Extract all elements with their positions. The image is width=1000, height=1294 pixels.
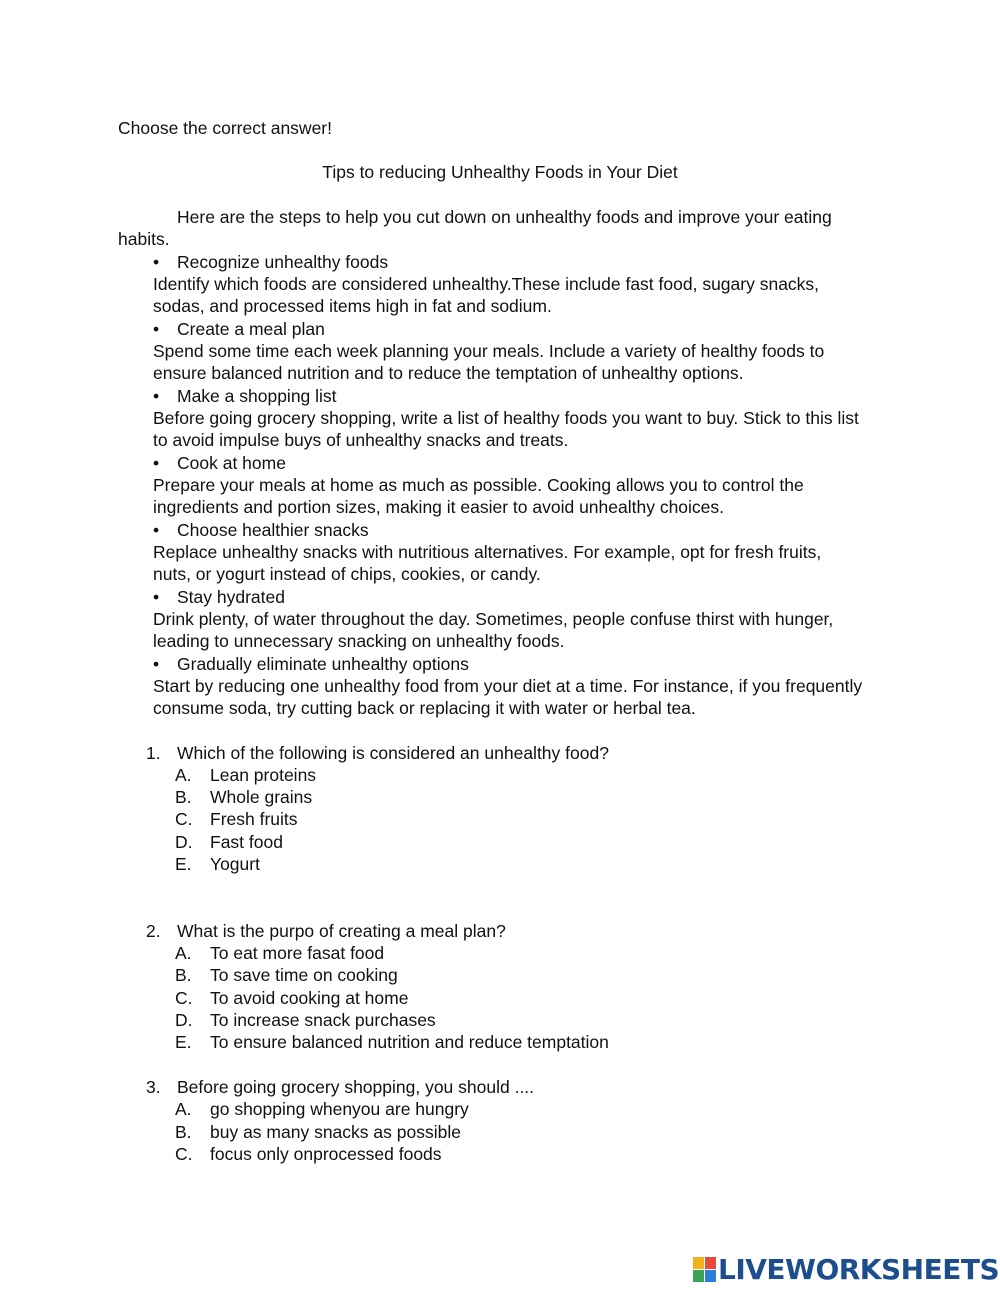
tip-heading: • Recognize unhealthy foods bbox=[153, 252, 389, 272]
tip-text: Prepare your meals at home as much as possible. Cooking allows you to control the bbox=[153, 475, 804, 495]
tip-text: Drink plenty, of water throughout the day. Sometimes, people confuse thirst with hunger, bbox=[153, 609, 834, 629]
question-2-option-d[interactable]: D. To increase snack purchases bbox=[175, 1010, 436, 1030]
tip-heading: • Cook at home bbox=[153, 453, 286, 473]
question-1-option-b[interactable]: B. Whole grains bbox=[175, 787, 313, 807]
tip-text: nuts, or yogurt instead of chips, cookies, or candy. bbox=[153, 564, 541, 584]
logo-text: LIVEWORKSHEETS bbox=[718, 1252, 1000, 1286]
page-title: Tips to reducing Unhealthy Foods in Your Diet bbox=[322, 162, 678, 182]
question-2-option-b[interactable]: B. To save time on cooking bbox=[175, 965, 398, 985]
bullet-icon: • bbox=[153, 252, 160, 272]
logo-mark-square bbox=[705, 1270, 716, 1282]
logo-mark-square bbox=[705, 1257, 716, 1269]
tip-text: Identify which foods are considered unhealthy.These include fast food, sugary snacks, bbox=[153, 274, 820, 294]
logo-mark-square bbox=[693, 1257, 704, 1269]
tip-heading: • Choose healthier snacks bbox=[153, 520, 369, 540]
liveworksheets-mark-icon bbox=[693, 1257, 715, 1281]
logo-mark-square bbox=[693, 1270, 704, 1282]
question-1-option-a[interactable]: A. Lean proteins bbox=[175, 765, 317, 785]
question-1-option-d[interactable]: D. Fast food bbox=[175, 832, 283, 852]
tip-text: Replace unhealthy snacks with nutritious alternatives. For example, opt for fresh fruits, bbox=[153, 542, 822, 562]
instruction-text: Choose the correct answer! bbox=[118, 118, 332, 138]
tip-heading: • Gradually eliminate unhealthy options bbox=[153, 654, 469, 674]
question-3-option-a[interactable]: A. go shopping whenyou are hungry bbox=[175, 1099, 469, 1119]
question-2-option-c[interactable]: C. To avoid cooking at home bbox=[175, 988, 409, 1008]
bullet-icon: • bbox=[153, 386, 160, 406]
question-3-option-b[interactable]: B. buy as many snacks as possible bbox=[175, 1122, 461, 1142]
tip-text: Start by reducing one unhealthy food from your diet at a time. For instance, if you frequently bbox=[153, 676, 863, 696]
question-2-option-a[interactable]: A. To eat more fasat food bbox=[175, 943, 385, 963]
bullet-icon: • bbox=[153, 520, 160, 540]
bullet-icon: • bbox=[153, 453, 160, 473]
tip-heading: • Make a shopping list bbox=[153, 386, 337, 406]
intro-line-2: habits. bbox=[118, 229, 170, 249]
tip-text: Before going grocery shopping, write a list of healthy foods you want to buy. Stick to this list bbox=[153, 408, 859, 428]
liveworksheets-logo bbox=[693, 1252, 999, 1286]
tip-heading: • Create a meal plan bbox=[153, 319, 325, 339]
question-2: 2. What is the purpo of creating a meal plan? bbox=[146, 921, 506, 941]
question-1-option-e[interactable]: E. Yogurt bbox=[175, 854, 260, 874]
question-3: 3. Before going grocery shopping, you should .... bbox=[146, 1077, 535, 1097]
bullet-icon: • bbox=[153, 319, 160, 339]
tip-text: Spend some time each week planning your meals. Include a variety of healthy foods to bbox=[153, 341, 825, 361]
intro-line-1: Here are the steps to help you cut down on unhealthy foods and improve your eating bbox=[177, 207, 832, 227]
tip-text: sodas, and processed items high in fat and sodium. bbox=[153, 296, 552, 316]
tip-text: ingredients and portion sizes, making it easier to avoid unhealthy choices. bbox=[153, 497, 725, 517]
question-2-option-e[interactable]: E. To ensure balanced nutrition and reduce temptation bbox=[175, 1032, 609, 1052]
question-1: 1. Which of the following is considered an unhealthy food? bbox=[146, 743, 609, 763]
tip-text: consume soda, try cutting back or replacing it with water or herbal tea. bbox=[153, 698, 696, 718]
tip-text: ensure balanced nutrition and to reduce the temptation of unhealthy options. bbox=[153, 363, 744, 383]
bullet-icon: • bbox=[153, 587, 160, 607]
bullet-icon: • bbox=[153, 654, 160, 674]
question-1-option-c[interactable]: C. Fresh fruits bbox=[175, 809, 298, 829]
tip-text: to avoid impulse buys of unhealthy snacks and treats. bbox=[153, 430, 569, 450]
tip-heading: • Stay hydrated bbox=[153, 587, 285, 607]
question-3-option-c[interactable]: C. focus only onprocessed foods bbox=[175, 1144, 442, 1164]
tip-text: leading to unnecessary snacking on unhealthy foods. bbox=[153, 631, 565, 651]
